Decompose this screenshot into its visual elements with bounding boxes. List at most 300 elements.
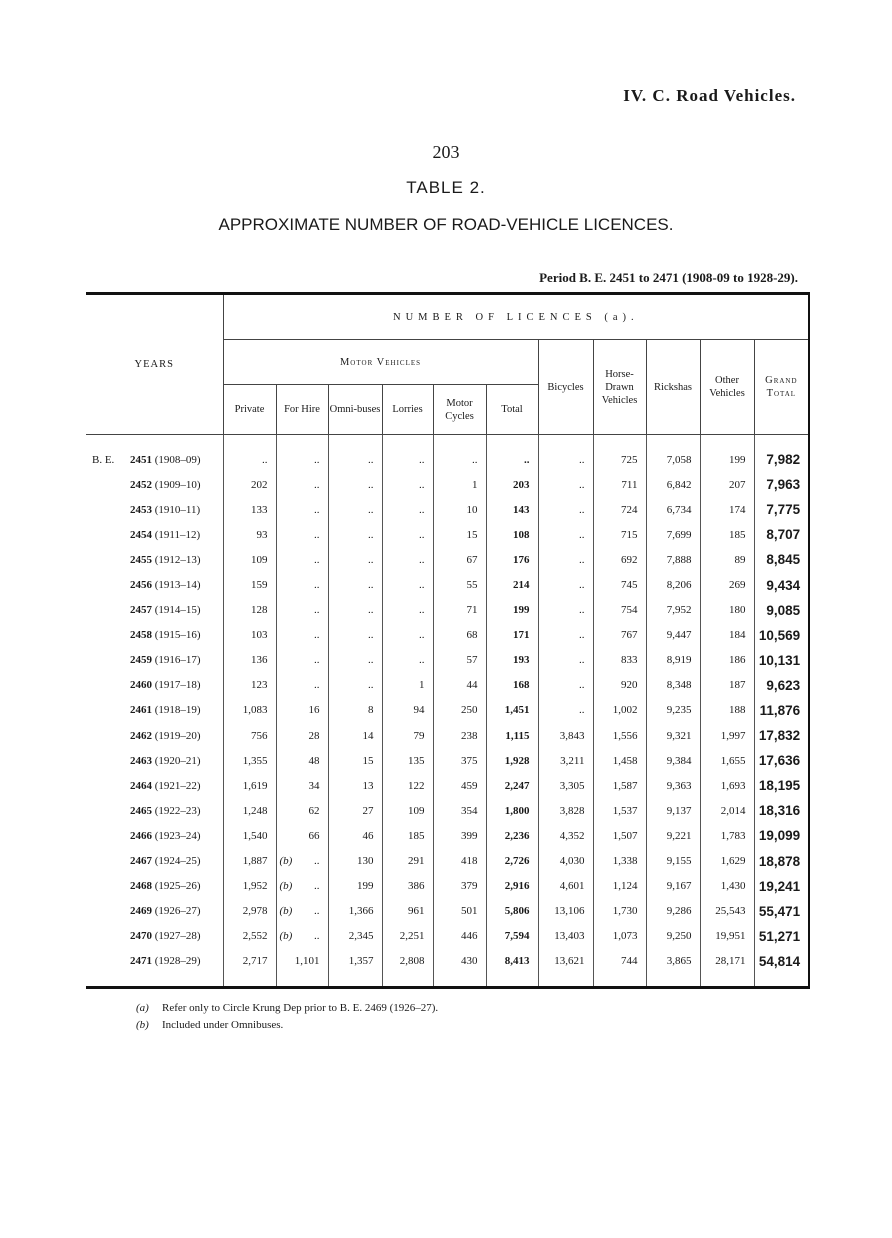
year-be: 2469 xyxy=(130,905,152,918)
cell-motor-cycles: 10 xyxy=(433,497,486,522)
year-be: 2471 xyxy=(130,955,152,968)
cell-private: 2,552 xyxy=(223,924,276,949)
cell-total: 8,413 xyxy=(486,949,538,974)
cell-omnibuses: 27 xyxy=(328,798,382,823)
cell-horse-drawn: 745 xyxy=(593,572,646,597)
cell-horse-drawn: 1,002 xyxy=(593,698,646,723)
table-row xyxy=(86,648,808,673)
cell-grand: 7,775 xyxy=(754,497,808,522)
cell-total: 1,800 xyxy=(486,798,538,823)
cell-total: 1,928 xyxy=(486,748,538,773)
cell-rickshas: 9,447 xyxy=(646,623,700,648)
header-grand-total: Grand Total xyxy=(754,340,808,435)
cell-grand: 10,569 xyxy=(754,623,808,648)
cell-for-hire xyxy=(276,823,328,848)
hire-value: 16 xyxy=(308,704,320,717)
cell-for-hire xyxy=(276,723,328,748)
year-be: 2455 xyxy=(130,553,152,566)
year-be: 2462 xyxy=(130,729,152,742)
cell-motor-cycles: 430 xyxy=(433,949,486,974)
cell-lorries: .. xyxy=(382,572,433,597)
cell-horse-drawn: 1,507 xyxy=(593,823,646,848)
table-row xyxy=(86,522,808,547)
cell-for-hire xyxy=(276,949,328,974)
hire-note: (b) xyxy=(279,904,293,917)
cell-other: 186 xyxy=(700,648,754,673)
cell-rickshas: 6,734 xyxy=(646,497,700,522)
year-cell xyxy=(86,823,223,848)
header-number-of-licences: NUMBER OF LICENCES (a). xyxy=(223,295,808,340)
hire-value: .. xyxy=(314,880,320,893)
year-ce: (1927–28) xyxy=(154,930,201,943)
cell-lorries: 79 xyxy=(382,723,433,748)
cell-other: 188 xyxy=(700,698,754,723)
year-be: 2456 xyxy=(130,579,152,592)
cell-bicycles: 13,621 xyxy=(538,949,593,974)
cell-rickshas: 9,286 xyxy=(646,899,700,924)
cell-lorries: 961 xyxy=(382,899,433,924)
cell-horse-drawn: 724 xyxy=(593,497,646,522)
cell-bicycles: 3,211 xyxy=(538,748,593,773)
cell-omnibuses: .. xyxy=(328,673,382,698)
cell-bicycles: .. xyxy=(538,673,593,698)
cell-lorries: 291 xyxy=(382,849,433,874)
cell-total: 2,726 xyxy=(486,849,538,874)
cell-rickshas: 9,250 xyxy=(646,924,700,949)
cell-rickshas: 3,865 xyxy=(646,949,700,974)
cell-bicycles: .. xyxy=(538,522,593,547)
cell-motor-cycles: .. xyxy=(433,447,486,472)
page-number: 203 xyxy=(432,142,460,162)
cell-motor-cycles: 399 xyxy=(433,823,486,848)
cell-omnibuses: 14 xyxy=(328,723,382,748)
cell-grand: 9,085 xyxy=(754,598,808,623)
cell-omnibuses: .. xyxy=(328,447,382,472)
cell-rickshas: 7,699 xyxy=(646,522,700,547)
cell-grand: 18,195 xyxy=(754,773,808,798)
cell-other: 19,951 xyxy=(700,924,754,949)
footnotes xyxy=(136,1000,438,1034)
cell-horse-drawn: 920 xyxy=(593,673,646,698)
cell-motor-cycles: 501 xyxy=(433,899,486,924)
licences-table-frame xyxy=(86,292,810,989)
cell-motor-cycles: 55 xyxy=(433,572,486,597)
cell-omnibuses: 2,345 xyxy=(328,924,382,949)
cell-bicycles: .. xyxy=(538,698,593,723)
cell-horse-drawn: 1,124 xyxy=(593,874,646,899)
cell-bicycles: .. xyxy=(538,648,593,673)
cell-bicycles: 13,403 xyxy=(538,924,593,949)
table-body xyxy=(86,435,808,986)
cell-horse-drawn: 754 xyxy=(593,598,646,623)
table-subtitle: APPROXIMATE NUMBER OF ROAD-VEHICLE LICENCES. xyxy=(218,215,674,234)
table-row xyxy=(86,949,808,974)
cell-horse-drawn: 1,458 xyxy=(593,748,646,773)
cell-bicycles: 3,828 xyxy=(538,798,593,823)
cell-rickshas: 7,952 xyxy=(646,598,700,623)
cell-bicycles: .. xyxy=(538,497,593,522)
hire-value: .. xyxy=(314,604,320,617)
period-caption: Period B. E. 2451 to 2471 (1908-09 to 1928-29). xyxy=(539,270,798,285)
cell-lorries: 386 xyxy=(382,874,433,899)
cell-for-hire xyxy=(276,447,328,472)
table-row xyxy=(86,547,808,572)
cell-omnibuses: 13 xyxy=(328,773,382,798)
cell-lorries: 2,808 xyxy=(382,949,433,974)
cell-private: 103 xyxy=(223,623,276,648)
hire-note: (b) xyxy=(279,879,293,892)
cell-grand: 10,131 xyxy=(754,648,808,673)
hire-value: .. xyxy=(314,528,320,541)
header-total: Total xyxy=(486,385,538,435)
year-ce: (1913–14) xyxy=(154,579,201,592)
cell-horse-drawn: 711 xyxy=(593,472,646,497)
cell-grand: 19,241 xyxy=(754,874,808,899)
year-ce: (1921–22) xyxy=(154,779,201,792)
cell-private: 1,887 xyxy=(223,849,276,874)
cell-lorries: 94 xyxy=(382,698,433,723)
cell-other: 89 xyxy=(700,547,754,572)
hire-value: 28 xyxy=(308,729,320,742)
cell-omnibuses: .. xyxy=(328,648,382,673)
cell-grand: 9,623 xyxy=(754,673,808,698)
year-ce: (1914–15) xyxy=(154,604,201,617)
cell-private: 2,978 xyxy=(223,899,276,924)
cell-grand: 7,963 xyxy=(754,472,808,497)
cell-grand: 8,707 xyxy=(754,522,808,547)
footnote-mark: (a) xyxy=(136,1002,149,1014)
cell-total: 203 xyxy=(486,472,538,497)
header-bicycles: Bicycles xyxy=(538,340,593,435)
year-ce: (1925–26) xyxy=(154,880,201,893)
cell-private: 1,540 xyxy=(223,823,276,848)
year-be: 2452 xyxy=(130,478,152,491)
cell-grand: 19,099 xyxy=(754,823,808,848)
cell-private: 756 xyxy=(223,723,276,748)
year-cell xyxy=(86,472,223,497)
cell-grand: 11,876 xyxy=(754,698,808,723)
cell-other: 25,543 xyxy=(700,899,754,924)
year-be: 2470 xyxy=(130,930,152,943)
year-cell xyxy=(86,698,223,723)
cell-bicycles: 3,305 xyxy=(538,773,593,798)
table-row xyxy=(86,899,808,924)
cell-total: 2,236 xyxy=(486,823,538,848)
cell-horse-drawn: 833 xyxy=(593,648,646,673)
cell-grand: 54,814 xyxy=(754,949,808,974)
cell-bicycles: .. xyxy=(538,447,593,472)
cell-bicycles: 4,352 xyxy=(538,823,593,848)
year-ce: (1909–10) xyxy=(154,478,201,491)
cell-total: 171 xyxy=(486,623,538,648)
header-for-hire: For Hire xyxy=(276,385,328,435)
spacer-row xyxy=(86,435,808,448)
cell-horse-drawn: 1,537 xyxy=(593,798,646,823)
header-other-vehicles: Other Vehicles xyxy=(700,340,754,435)
cell-omnibuses: .. xyxy=(328,572,382,597)
cell-private: 202 xyxy=(223,472,276,497)
cell-other: 187 xyxy=(700,673,754,698)
cell-total: 176 xyxy=(486,547,538,572)
header-private: Private xyxy=(223,385,276,435)
cell-rickshas: 9,384 xyxy=(646,748,700,773)
hire-value: .. xyxy=(314,679,320,692)
cell-omnibuses: 130 xyxy=(328,849,382,874)
table-row xyxy=(86,497,808,522)
year-cell xyxy=(86,849,223,874)
year-ce: (1926–27) xyxy=(154,905,201,918)
cell-bicycles: .. xyxy=(538,547,593,572)
year-ce: (1917–18) xyxy=(154,679,201,692)
cell-other: 1,655 xyxy=(700,748,754,773)
cell-other: 1,430 xyxy=(700,874,754,899)
year-ce: (1915–16) xyxy=(154,629,201,642)
cell-for-hire xyxy=(276,472,328,497)
cell-grand: 18,316 xyxy=(754,798,808,823)
cell-rickshas: 9,221 xyxy=(646,823,700,848)
header-horse-drawn: Horse-Drawn Vehicles xyxy=(593,340,646,435)
cell-grand: 7,982 xyxy=(754,447,808,472)
cell-omnibuses: 15 xyxy=(328,748,382,773)
hire-value: .. xyxy=(314,855,320,868)
cell-lorries: .. xyxy=(382,623,433,648)
cell-omnibuses: 46 xyxy=(328,823,382,848)
table-title: TABLE 2. xyxy=(406,178,486,197)
hire-value: .. xyxy=(314,503,320,516)
cell-motor-cycles: 57 xyxy=(433,648,486,673)
table-row xyxy=(86,698,808,723)
footnote-text: Refer only to Circle Krung Dep prior to B. E. 2469 (1926–27). xyxy=(162,1002,439,1014)
cell-motor-cycles: 238 xyxy=(433,723,486,748)
cell-omnibuses: .. xyxy=(328,623,382,648)
cell-private: 93 xyxy=(223,522,276,547)
header-rickshas: Rickshas xyxy=(646,340,700,435)
cell-total: 2,247 xyxy=(486,773,538,798)
year-ce: (1916–17) xyxy=(154,654,201,667)
cell-for-hire xyxy=(276,572,328,597)
year-ce: (1923–24) xyxy=(154,829,201,842)
cell-grand: 9,434 xyxy=(754,572,808,597)
year-cell xyxy=(86,748,223,773)
cell-motor-cycles: 250 xyxy=(433,698,486,723)
cell-motor-cycles: 446 xyxy=(433,924,486,949)
year-cell xyxy=(86,648,223,673)
year-be: 2451 xyxy=(130,453,152,466)
cell-lorries: .. xyxy=(382,598,433,623)
cell-rickshas: 9,321 xyxy=(646,723,700,748)
footnote-text: Included under Omnibuses. xyxy=(162,1019,284,1031)
table-row xyxy=(86,773,808,798)
year-be: 2467 xyxy=(130,855,152,868)
cell-total: 168 xyxy=(486,673,538,698)
year-be: 2458 xyxy=(130,629,152,642)
hire-value: 66 xyxy=(308,829,320,842)
year-cell xyxy=(86,673,223,698)
cell-lorries: .. xyxy=(382,547,433,572)
cell-total: 1,451 xyxy=(486,698,538,723)
cell-rickshas: 7,888 xyxy=(646,547,700,572)
year-be: 2454 xyxy=(130,528,152,541)
cell-omnibuses: .. xyxy=(328,547,382,572)
cell-other: 2,014 xyxy=(700,798,754,823)
cell-omnibuses: 1,357 xyxy=(328,949,382,974)
year-cell xyxy=(86,598,223,623)
cell-grand: 8,845 xyxy=(754,547,808,572)
cell-grand: 17,636 xyxy=(754,748,808,773)
cell-omnibuses: .. xyxy=(328,497,382,522)
cell-horse-drawn: 1,338 xyxy=(593,849,646,874)
cell-for-hire xyxy=(276,673,328,698)
cell-motor-cycles: 15 xyxy=(433,522,486,547)
cell-for-hire xyxy=(276,874,328,899)
cell-motor-cycles: 379 xyxy=(433,874,486,899)
table-row xyxy=(86,723,808,748)
cell-omnibuses: 199 xyxy=(328,874,382,899)
cell-for-hire xyxy=(276,698,328,723)
cell-bicycles: .. xyxy=(538,623,593,648)
cell-lorries: 185 xyxy=(382,823,433,848)
cell-private: 109 xyxy=(223,547,276,572)
cell-rickshas: 7,058 xyxy=(646,447,700,472)
year-cell xyxy=(86,949,223,974)
header-omnibuses: Omni-buses xyxy=(328,385,382,435)
cell-motor-cycles: 354 xyxy=(433,798,486,823)
cell-bicycles: 4,601 xyxy=(538,874,593,899)
cell-lorries: 1 xyxy=(382,673,433,698)
cell-total: 143 xyxy=(486,497,538,522)
cell-for-hire xyxy=(276,648,328,673)
hire-value: .. xyxy=(314,629,320,642)
cell-bicycles: 13,106 xyxy=(538,899,593,924)
cell-horse-drawn: 692 xyxy=(593,547,646,572)
cell-private: 1,248 xyxy=(223,798,276,823)
cell-for-hire xyxy=(276,849,328,874)
cell-private: 123 xyxy=(223,673,276,698)
year-be: 2460 xyxy=(130,679,152,692)
cell-horse-drawn: 1,587 xyxy=(593,773,646,798)
header-lorries: Lorries xyxy=(382,385,433,435)
cell-rickshas: 8,348 xyxy=(646,673,700,698)
table-row xyxy=(86,623,808,648)
cell-motor-cycles: 71 xyxy=(433,598,486,623)
year-cell xyxy=(86,874,223,899)
year-ce: (1928–29) xyxy=(154,955,201,968)
cell-grand: 55,471 xyxy=(754,899,808,924)
year-cell xyxy=(86,522,223,547)
cell-lorries: .. xyxy=(382,472,433,497)
cell-for-hire xyxy=(276,924,328,949)
table-row xyxy=(86,572,808,597)
cell-rickshas: 9,137 xyxy=(646,798,700,823)
cell-private: 2,717 xyxy=(223,949,276,974)
cell-lorries: 135 xyxy=(382,748,433,773)
cell-other: 1,693 xyxy=(700,773,754,798)
cell-private: 1,619 xyxy=(223,773,276,798)
cell-grand: 17,832 xyxy=(754,723,808,748)
year-cell xyxy=(86,547,223,572)
hire-value: 62 xyxy=(308,804,320,817)
cell-lorries: .. xyxy=(382,447,433,472)
cell-private: 159 xyxy=(223,572,276,597)
cell-other: 185 xyxy=(700,522,754,547)
spacer-row xyxy=(86,974,808,986)
cell-private: 1,355 xyxy=(223,748,276,773)
table-row xyxy=(86,849,808,874)
hire-value: .. xyxy=(314,453,320,466)
cell-total: 7,594 xyxy=(486,924,538,949)
hire-note: (b) xyxy=(279,929,293,942)
cell-rickshas: 8,206 xyxy=(646,572,700,597)
year-cell xyxy=(86,447,223,472)
cell-rickshas: 9,363 xyxy=(646,773,700,798)
cell-horse-drawn: 744 xyxy=(593,949,646,974)
header-motor-cycles: Motor Cycles xyxy=(433,385,486,435)
cell-omnibuses: .. xyxy=(328,598,382,623)
cell-motor-cycles: 1 xyxy=(433,472,486,497)
year-be: 2457 xyxy=(130,604,152,617)
cell-other: 184 xyxy=(700,623,754,648)
cell-private: 133 xyxy=(223,497,276,522)
cell-bicycles: 4,030 xyxy=(538,849,593,874)
hire-value: 34 xyxy=(308,779,320,792)
footnote-b xyxy=(136,1017,438,1034)
hire-value: .. xyxy=(314,905,320,918)
year-ce: (1918–19) xyxy=(154,704,201,717)
year-be: 2465 xyxy=(130,804,152,817)
cell-for-hire xyxy=(276,623,328,648)
year-cell xyxy=(86,924,223,949)
cell-private: 136 xyxy=(223,648,276,673)
cell-motor-cycles: 67 xyxy=(433,547,486,572)
cell-lorries: 122 xyxy=(382,773,433,798)
hire-value: .. xyxy=(314,478,320,491)
cell-total: 193 xyxy=(486,648,538,673)
cell-private: 1,083 xyxy=(223,698,276,723)
cell-total: 1,115 xyxy=(486,723,538,748)
cell-horse-drawn: 725 xyxy=(593,447,646,472)
cell-for-hire xyxy=(276,547,328,572)
cell-lorries: .. xyxy=(382,497,433,522)
cell-total: 2,916 xyxy=(486,874,538,899)
year-be: 2453 xyxy=(130,503,152,516)
cell-rickshas: 8,919 xyxy=(646,648,700,673)
cell-horse-drawn: 1,556 xyxy=(593,723,646,748)
cell-other: 199 xyxy=(700,447,754,472)
cell-bicycles: .. xyxy=(538,598,593,623)
cell-private: 1,952 xyxy=(223,874,276,899)
cell-horse-drawn: 715 xyxy=(593,522,646,547)
table-row xyxy=(86,598,808,623)
cell-for-hire xyxy=(276,748,328,773)
year-ce: (1908–09) xyxy=(154,453,201,466)
cell-for-hire xyxy=(276,598,328,623)
cell-for-hire xyxy=(276,773,328,798)
table-row xyxy=(86,874,808,899)
hire-value: 48 xyxy=(308,754,320,767)
cell-for-hire xyxy=(276,798,328,823)
year-ce: (1919–20) xyxy=(154,729,201,742)
year-cell xyxy=(86,899,223,924)
footnote-a xyxy=(136,1000,438,1017)
cell-motor-cycles: 68 xyxy=(433,623,486,648)
cell-motor-cycles: 418 xyxy=(433,849,486,874)
year-be: 2466 xyxy=(130,829,152,842)
cell-lorries: 109 xyxy=(382,798,433,823)
cell-bicycles: 3,843 xyxy=(538,723,593,748)
cell-private: 128 xyxy=(223,598,276,623)
cell-omnibuses: .. xyxy=(328,522,382,547)
year-ce: (1924–25) xyxy=(154,855,201,868)
